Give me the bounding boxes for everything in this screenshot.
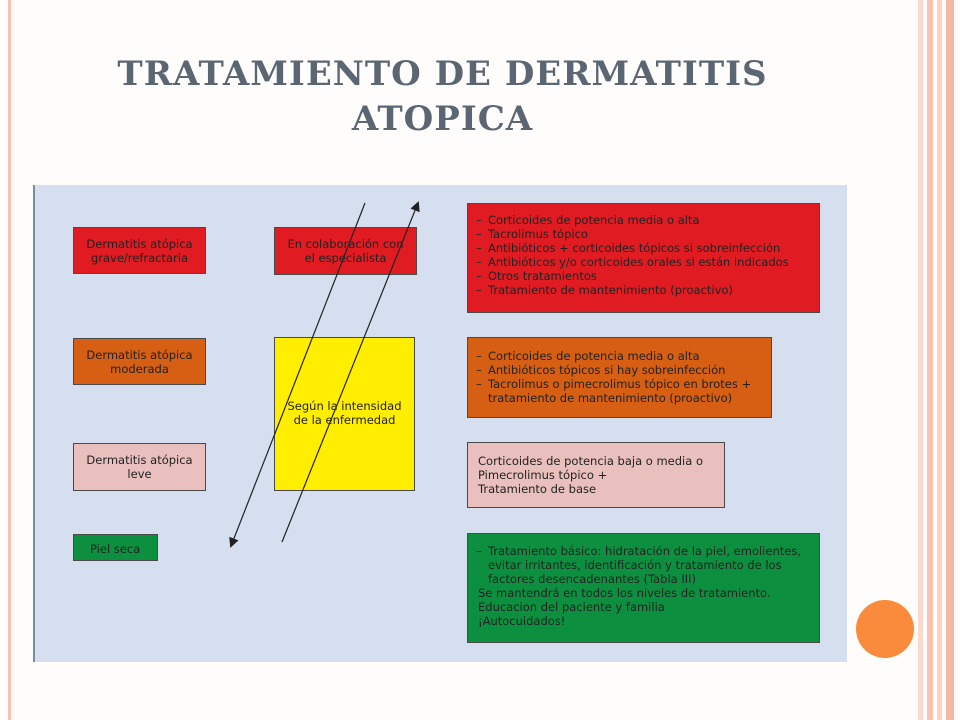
treatment-text: Corticoides de potencia media o alta — [488, 349, 700, 363]
treatment-text: Educacion del paciente y familia — [478, 600, 665, 614]
level-seca-label: Piel seca — [90, 542, 141, 556]
treatment-grave-box — [467, 203, 820, 313]
level-moderada-label: moderada — [110, 362, 169, 376]
decorative-stripe — [918, 0, 923, 720]
treatment-text: ¡Autocuidados! — [478, 614, 566, 628]
treatment-seca-notes — [468, 586, 819, 628]
slide-border-left — [8, 0, 11, 720]
treatment-text: tratamiento de mantenimiento (proactivo) — [488, 391, 733, 405]
decorative-stripe — [927, 0, 933, 720]
treatment-text: Tratamiento de base — [478, 482, 597, 496]
treatment-item: – Antibióticos y/o corticoides orales si están indicados — [468, 255, 819, 269]
treatment-item — [468, 363, 771, 377]
treatment-leve-box — [467, 442, 725, 508]
treatment-text: Pimecrolimus tópico + — [478, 468, 608, 482]
treatment-diagram — [33, 185, 847, 662]
treatment-text: Se mantendrá en todos los niveles de tratamiento. — [478, 586, 771, 600]
treatment-grave-list — [468, 213, 819, 297]
treatment-item — [468, 349, 771, 363]
specialist-label: el especialista — [304, 251, 387, 265]
treatment-item — [468, 544, 819, 586]
level-moderada-label: Dermatitis atópica — [86, 348, 193, 362]
decreasing-arrow — [231, 203, 365, 546]
treatment-text: evitar irritantes, identificación y tratamiento de los — [488, 558, 782, 572]
slide-title-line: TRATAMIENTO DE DERMATITIS — [117, 54, 768, 94]
decorative-orange-circle — [856, 600, 914, 658]
decorative-stripe — [937, 0, 942, 720]
treatment-text: – Tratamiento básico: hidratación de la piel, emolientes, — [488, 544, 801, 558]
treatment-item: – Antibióticos + corticoides tópicos si sobreinfección — [468, 241, 819, 255]
specialist-label: En colaboración con — [287, 237, 404, 251]
treatment-seca-box — [467, 533, 820, 643]
decorative-stripe — [946, 0, 954, 720]
slide-title-line: ATOPICA — [351, 99, 534, 139]
treatment-moderada-box — [467, 337, 772, 418]
treatment-text: – Tacrolimus o pimecrolimus tópico en brotes + — [488, 377, 752, 391]
slide-title — [40, 52, 845, 142]
level-grave-label: grave/refractaria — [90, 251, 189, 265]
treatment-text: Corticoides de potencia baja o media o — [478, 454, 703, 468]
level-leve-label: leve — [127, 467, 152, 481]
treatment-item: – Tacrolimus tópico — [468, 227, 819, 241]
treatment-item: – Corticoides de potencia media o alta — [468, 213, 819, 227]
treatment-item: – Otros tratamientos — [468, 269, 819, 283]
treatment-item: – Tratamiento de mantenimiento (proactivo) — [468, 283, 819, 297]
level-grave-label: Dermatitis atópica — [86, 237, 193, 251]
treatment-seca-list — [468, 544, 819, 586]
intensity-label: de la enfermedad — [293, 413, 396, 427]
treatment-item — [468, 377, 771, 405]
increasing-arrow — [282, 203, 418, 542]
treatment-moderada-list — [468, 349, 771, 405]
level-leve-label: Dermatitis atópica — [86, 453, 193, 467]
intensity-label: Según la intensidad — [287, 399, 402, 413]
treatment-text: factores desencadenantes (Tabla III) — [488, 572, 697, 586]
treatment-text: Antibióticos tópicos si hay sobreinfección — [488, 363, 726, 377]
